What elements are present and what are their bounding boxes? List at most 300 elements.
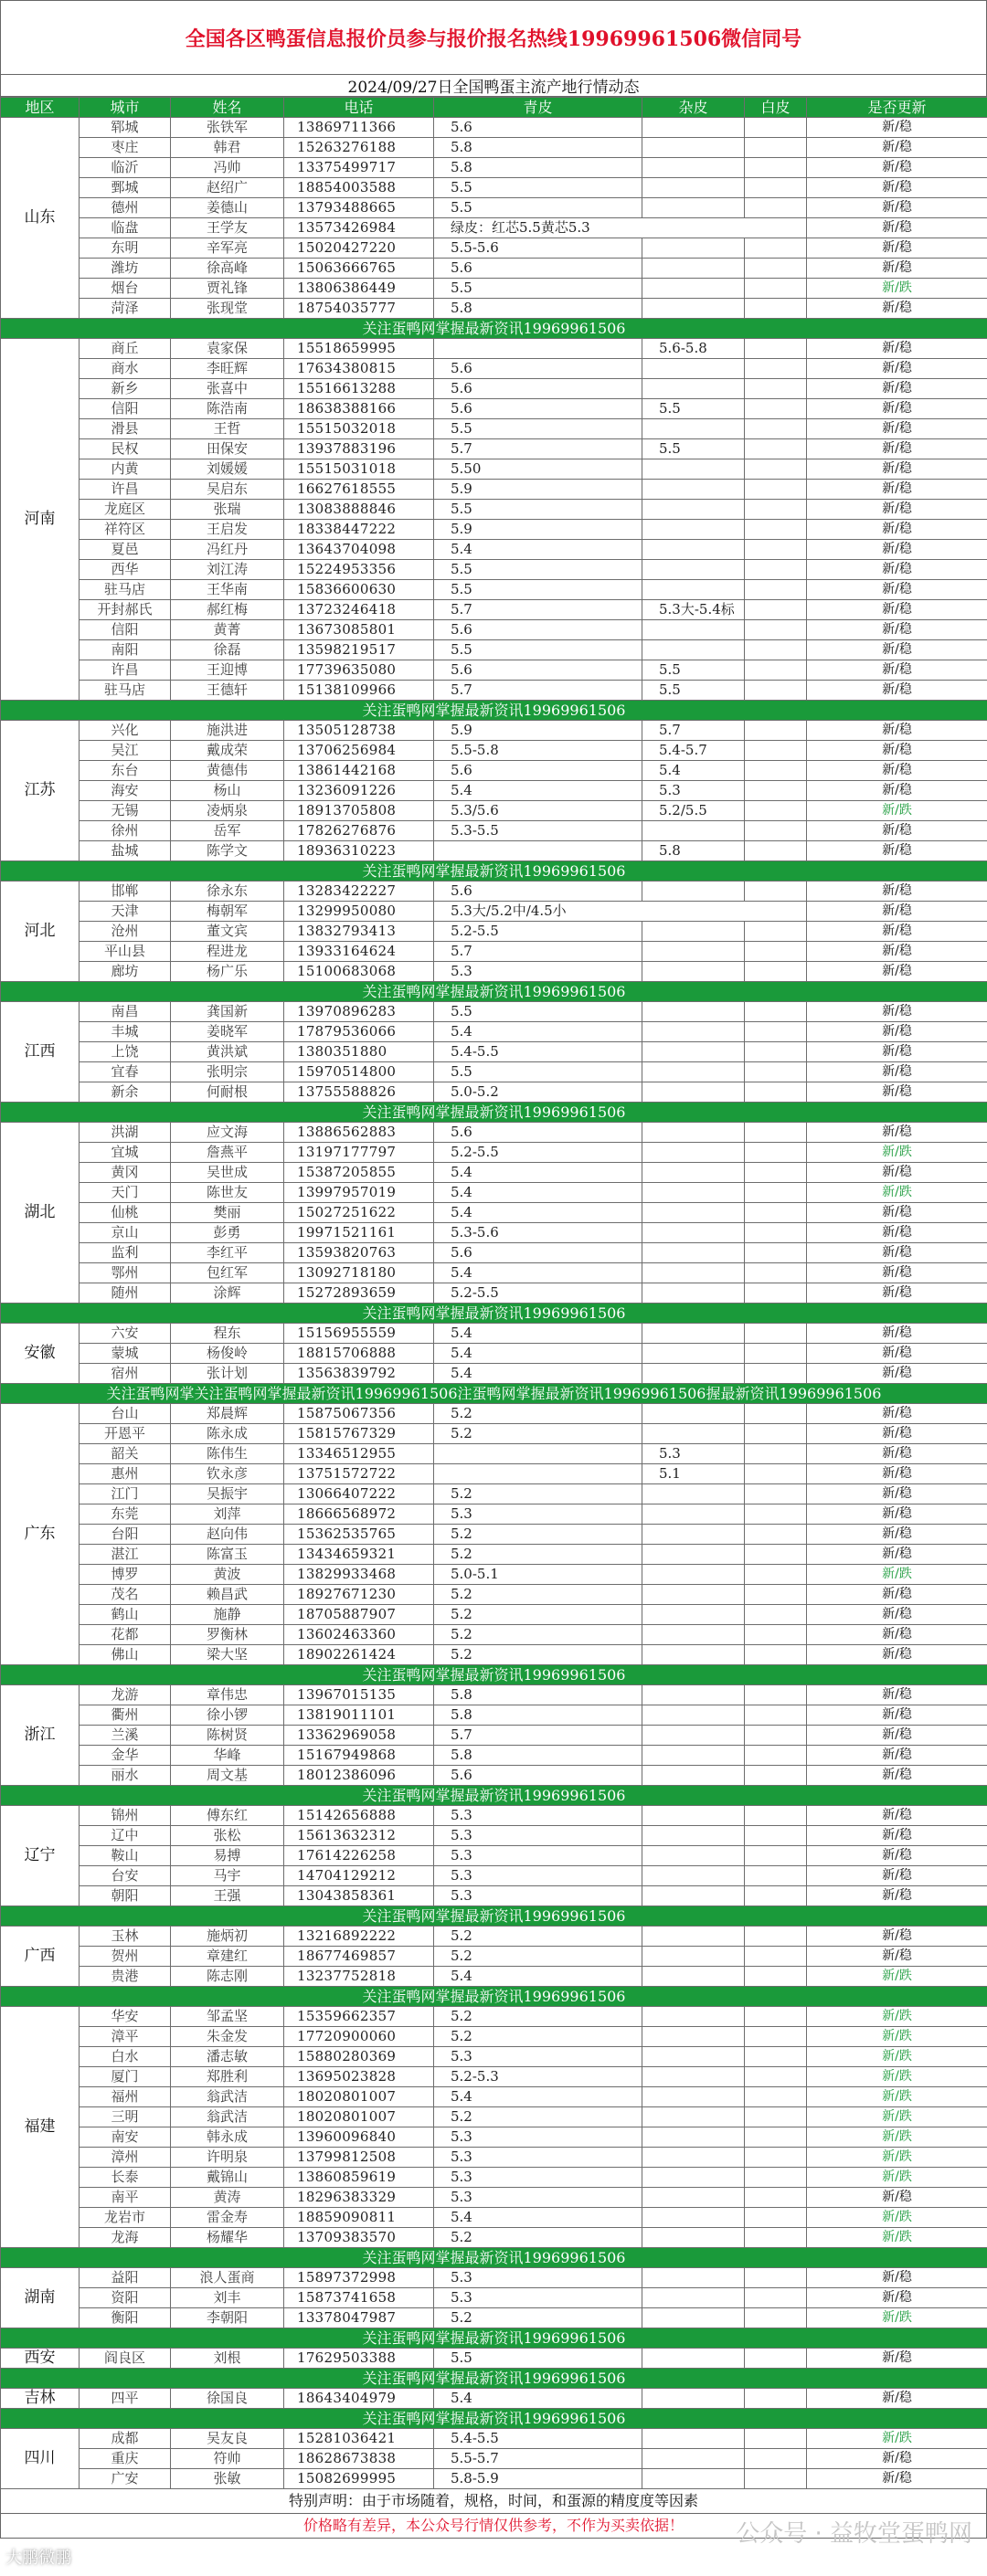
- baipi-cell: [745, 1846, 807, 1866]
- table-row: [1, 339, 987, 359]
- city-cell: 六安: [80, 1324, 171, 1344]
- table-row: [1, 2228, 987, 2248]
- city-cell: 厦门: [80, 2067, 171, 2087]
- name-cell: 陈世友: [171, 1183, 284, 1203]
- phone-cell: 18854003588: [284, 178, 434, 198]
- name-cell: 周文基: [171, 1766, 284, 1786]
- name-cell: 龚国新: [171, 1002, 284, 1022]
- name-cell: 黄洪斌: [171, 1042, 284, 1062]
- qingpi-cell: 5.4: [434, 1163, 642, 1183]
- city-cell: 白水: [80, 2047, 171, 2067]
- baipi-cell: [745, 2067, 807, 2087]
- qingpi-cell: 5.2: [434, 2308, 642, 2328]
- baipi-cell: [745, 761, 807, 781]
- name-cell: 傅东红: [171, 1806, 284, 1826]
- phone-cell: 18677469857: [284, 1947, 434, 1967]
- zapi-cell: [642, 640, 745, 660]
- phone-cell: 13695023828: [284, 2067, 434, 2087]
- col-header: 杂皮: [642, 98, 745, 118]
- baipi-cell: [745, 379, 807, 399]
- zapi-cell: [642, 238, 745, 259]
- phone-cell: 15027251622: [284, 1203, 434, 1223]
- baipi-cell: [745, 1525, 807, 1545]
- table-row: [1, 1283, 987, 1304]
- phone-cell: 13751572722: [284, 1464, 434, 1484]
- phone-cell: 13283422227: [284, 882, 434, 902]
- status-cell: 新/稳: [807, 118, 987, 138]
- city-cell: 龙海: [80, 2228, 171, 2248]
- separator-row: [1, 2409, 987, 2429]
- zapi-cell: 5.5: [642, 660, 745, 681]
- zapi-cell: [642, 1605, 745, 1625]
- phone-cell: 13237752818: [284, 1967, 434, 1987]
- zapi-cell: [642, 882, 745, 902]
- name-cell: 钦永彦: [171, 1464, 284, 1484]
- baipi-cell: [745, 1283, 807, 1304]
- baipi-cell: [745, 1886, 807, 1906]
- phone-cell: 13997957019: [284, 1183, 434, 1203]
- city-cell: 东莞: [80, 1504, 171, 1525]
- phone-cell: 18936310223: [284, 841, 434, 861]
- city-cell: 衡阳: [80, 2308, 171, 2328]
- baipi-cell: [745, 2469, 807, 2489]
- name-cell: 王启发: [171, 520, 284, 540]
- qingpi-cell: 5.6: [434, 259, 642, 279]
- qingpi-cell: 5.5: [434, 198, 642, 218]
- baipi-cell: [745, 2228, 807, 2248]
- baipi-cell: [745, 1404, 807, 1424]
- status-cell: 新/稳: [807, 1886, 987, 1906]
- table-row: [1, 439, 987, 459]
- city-cell: 滑县: [80, 419, 171, 439]
- city-cell: 西华: [80, 560, 171, 580]
- phone-cell: 18643404979: [284, 2389, 434, 2409]
- qingpi-cell: 5.3: [434, 2148, 642, 2168]
- phone-cell: 13643704098: [284, 540, 434, 560]
- baipi-cell: [745, 821, 807, 841]
- name-cell: 陈树贤: [171, 1726, 284, 1746]
- baipi-cell: [745, 238, 807, 259]
- city-cell: 四平: [80, 2389, 171, 2409]
- phone-cell: 15138109966: [284, 681, 434, 701]
- table-row: [1, 640, 987, 660]
- qingpi-cell: 5.7: [434, 439, 642, 459]
- status-cell: 新/稳: [807, 620, 987, 640]
- status-cell: 新/稳: [807, 1223, 987, 1243]
- zapi-cell: [642, 419, 745, 439]
- table-row: [1, 2208, 987, 2228]
- baipi-cell: [745, 1263, 807, 1283]
- name-cell: 赵向伟: [171, 1525, 284, 1545]
- qingpi-cell: 5.5: [434, 580, 642, 600]
- phone-cell: 18859090811: [284, 2208, 434, 2228]
- separator-row: [1, 1906, 987, 1927]
- zapi-cell: [642, 2067, 745, 2087]
- table-row: [1, 1203, 987, 1223]
- qingpi-cell: 5.2: [434, 1585, 642, 1605]
- zapi-cell: [642, 1223, 745, 1243]
- baipi-cell: [745, 178, 807, 198]
- status-cell: 新/稳: [807, 1203, 987, 1223]
- phone-cell: 13793488665: [284, 198, 434, 218]
- price-table: [0, 97, 987, 2489]
- phone-cell: 13197177797: [284, 1143, 434, 1163]
- city-cell: 龙游: [80, 1685, 171, 1705]
- qingpi-cell: 5.4: [434, 1022, 642, 1042]
- status-cell: 新/稳: [807, 198, 987, 218]
- zapi-cell: 5.1: [642, 1464, 745, 1484]
- phone-cell: 13937883196: [284, 439, 434, 459]
- name-cell: 吴友良: [171, 2429, 284, 2449]
- name-cell: 张现堂: [171, 299, 284, 319]
- city-cell: 东明: [80, 238, 171, 259]
- table-row: [1, 761, 987, 781]
- phone-cell: 18913705808: [284, 801, 434, 821]
- name-cell: 朱金发: [171, 2027, 284, 2047]
- table-row: [1, 781, 987, 801]
- name-cell: 徐小锣: [171, 1705, 284, 1726]
- city-cell: 丽水: [80, 1766, 171, 1786]
- baipi-cell: [745, 1243, 807, 1263]
- status-cell: 新/稳: [807, 1263, 987, 1283]
- zapi-cell: [642, 1424, 745, 1444]
- city-cell: 郓城: [80, 118, 171, 138]
- zapi-cell: [642, 2087, 745, 2107]
- zapi-cell: 5.4: [642, 761, 745, 781]
- name-cell: 黄德伟: [171, 761, 284, 781]
- baipi-cell: [745, 2087, 807, 2107]
- status-cell: 新/稳: [807, 721, 987, 741]
- qingpi-cell: 5.6: [434, 882, 642, 902]
- separator-text: 关注蛋鸭网掌握最新资讯19969961506: [1, 1906, 987, 1927]
- city-cell: 临盘: [80, 218, 171, 238]
- name-cell: 翁武洁: [171, 2087, 284, 2107]
- status-cell: 新/稳: [807, 1846, 987, 1866]
- name-cell: 李红平: [171, 1243, 284, 1263]
- status-cell: 新/稳: [807, 580, 987, 600]
- name-cell: 许明泉: [171, 2148, 284, 2168]
- city-cell: 廊坊: [80, 962, 171, 982]
- col-header: 青皮: [434, 98, 642, 118]
- table-row: [1, 2268, 987, 2288]
- qingpi-cell: 5.7: [434, 1726, 642, 1746]
- name-cell: 郑胜利: [171, 2067, 284, 2087]
- separator-text: 关注蛋鸭网掌握最新资讯19969961506: [1, 861, 987, 882]
- name-cell: 李朝阳: [171, 2308, 284, 2328]
- table-row: [1, 1223, 987, 1243]
- name-cell: 邹孟坚: [171, 2007, 284, 2027]
- footer-disclaimer: 特别声明：由于市场随着，规格，时间，和蛋源的精度度等因素: [0, 2489, 987, 2514]
- status-cell: 新/跌: [807, 279, 987, 299]
- table-row: [1, 359, 987, 379]
- table-row: [1, 1444, 987, 1464]
- table-row: [1, 942, 987, 962]
- city-cell: 资阳: [80, 2288, 171, 2308]
- zapi-cell: 5.5: [642, 399, 745, 419]
- city-cell: 鞍山: [80, 1846, 171, 1866]
- separator-row: [1, 701, 987, 721]
- status-cell: 新/跌: [807, 2027, 987, 2047]
- status-cell: 新/稳: [807, 1082, 987, 1103]
- name-cell: 彭勇: [171, 1223, 284, 1243]
- date-title: 2024/09/27日全国鸭蛋主流产地行情动态: [0, 75, 987, 97]
- name-cell: 陈伟生: [171, 1444, 284, 1464]
- table-row: [1, 902, 987, 922]
- zapi-cell: [642, 1504, 745, 1525]
- qingpi-cell: 5.3: [434, 2127, 642, 2148]
- name-cell: 王强: [171, 1886, 284, 1906]
- phone-cell: 15515031018: [284, 459, 434, 480]
- status-cell: 新/稳: [807, 2469, 987, 2489]
- table-row: [1, 419, 987, 439]
- phone-cell: 13709383570: [284, 2228, 434, 2248]
- qingpi-cell: 5.2-5.5: [434, 1143, 642, 1163]
- zapi-cell: [642, 1123, 745, 1143]
- status-cell: 新/稳: [807, 1866, 987, 1886]
- zapi-cell: [642, 279, 745, 299]
- qingpi-cell: 5.50: [434, 459, 642, 480]
- name-cell: 冯红丹: [171, 540, 284, 560]
- baipi-cell: [745, 2268, 807, 2288]
- phone-cell: 18338447222: [284, 520, 434, 540]
- zapi-cell: [642, 2349, 745, 2369]
- table-row: [1, 118, 987, 138]
- status-cell: 新/稳: [807, 178, 987, 198]
- col-header: 姓名: [171, 98, 284, 118]
- name-cell: 陈学文: [171, 841, 284, 861]
- table-row: [1, 2127, 987, 2148]
- status-cell: 新/稳: [807, 1283, 987, 1304]
- phone-cell: 15515032018: [284, 419, 434, 439]
- baipi-cell: [745, 560, 807, 580]
- city-cell: 南昌: [80, 1002, 171, 1022]
- status-cell: 新/稳: [807, 560, 987, 580]
- baipi-cell: [745, 922, 807, 942]
- table-row: [1, 1726, 987, 1746]
- status-cell: 新/稳: [807, 1585, 987, 1605]
- qingpi-cell: 5.2: [434, 1484, 642, 1504]
- city-cell: 洪湖: [80, 1123, 171, 1143]
- name-cell: 杨山: [171, 781, 284, 801]
- qingpi-cell: 5.7: [434, 942, 642, 962]
- zapi-cell: [642, 1364, 745, 1384]
- region-cell: 江苏: [1, 721, 80, 861]
- status-cell: 新/稳: [807, 238, 987, 259]
- name-cell: 辛军亮: [171, 238, 284, 259]
- table-row: [1, 198, 987, 218]
- phone-cell: 15100683068: [284, 962, 434, 982]
- name-cell: 雷金寿: [171, 2208, 284, 2228]
- qingpi-cell: 5.6: [434, 118, 642, 138]
- qingpi-cell: 5.6: [434, 359, 642, 379]
- city-cell: 龙庭区: [80, 500, 171, 520]
- baipi-cell: [745, 2449, 807, 2469]
- name-cell: 刘根: [171, 2349, 284, 2369]
- table-row: [1, 2389, 987, 2409]
- table-row: [1, 1585, 987, 1605]
- name-cell: 张铁军: [171, 118, 284, 138]
- zapi-cell: [642, 1545, 745, 1565]
- table-row: [1, 520, 987, 540]
- city-cell: 仙桃: [80, 1203, 171, 1223]
- name-cell: 张松: [171, 1826, 284, 1846]
- baipi-cell: [745, 339, 807, 359]
- qingpi-cell: 5.7: [434, 681, 642, 701]
- phone-cell: 19971521161: [284, 1223, 434, 1243]
- city-cell: 阎良区: [80, 2349, 171, 2369]
- qingpi-cell: 5.7: [434, 600, 642, 620]
- zapi-cell: 5.3大-5.4标: [642, 600, 745, 620]
- baipi-cell: [745, 500, 807, 520]
- zapi-cell: [642, 1082, 745, 1103]
- city-cell: 徐州: [80, 821, 171, 841]
- region-cell: 湖南: [1, 2268, 80, 2328]
- separator-text: 关注蛋鸭网掌握最新资讯19969961506: [1, 1987, 987, 2007]
- phone-cell: 13723246418: [284, 600, 434, 620]
- baipi-cell: [745, 681, 807, 701]
- status-cell: 新/稳: [807, 942, 987, 962]
- zapi-cell: 5.5: [642, 439, 745, 459]
- table-row: [1, 721, 987, 741]
- region-cell: 浙江: [1, 1685, 80, 1786]
- zapi-cell: [642, 1484, 745, 1504]
- name-cell: 黄涛: [171, 2188, 284, 2208]
- phone-cell: 16627618555: [284, 480, 434, 500]
- status-cell: 新/跌: [807, 2107, 987, 2127]
- zapi-cell: [642, 1846, 745, 1866]
- city-cell: 福州: [80, 2087, 171, 2107]
- phone-cell: 17739635080: [284, 660, 434, 681]
- zapi-cell: [642, 1967, 745, 1987]
- zapi-cell: [642, 520, 745, 540]
- qingpi-cell: 5.5: [434, 419, 642, 439]
- qingpi-cell: 5.0-5.2: [434, 1082, 642, 1103]
- city-cell: 平山县: [80, 942, 171, 962]
- city-cell: 潍坊: [80, 259, 171, 279]
- baipi-cell: [745, 359, 807, 379]
- baipi-cell: [745, 1645, 807, 1665]
- phone-cell: 15020427220: [284, 238, 434, 259]
- phone-cell: 13066407222: [284, 1484, 434, 1504]
- city-cell: 韶关: [80, 1444, 171, 1464]
- table-row: [1, 2469, 987, 2489]
- qingpi-cell: 5.6: [434, 379, 642, 399]
- table-row: [1, 1645, 987, 1665]
- name-cell: 赖昌武: [171, 1585, 284, 1605]
- city-cell: 天津: [80, 902, 171, 922]
- table-row: [1, 1183, 987, 1203]
- zapi-cell: [642, 118, 745, 138]
- qingpi-cell: [434, 841, 642, 861]
- status-cell: 新/跌: [807, 1565, 987, 1585]
- name-cell: 王德轩: [171, 681, 284, 701]
- zapi-cell: [642, 1565, 745, 1585]
- zapi-cell: [642, 1685, 745, 1705]
- baipi-cell: [745, 279, 807, 299]
- phone-cell: 17614226258: [284, 1846, 434, 1866]
- status-cell: 新/稳: [807, 902, 987, 922]
- qingpi-cell: 5.4: [434, 1183, 642, 1203]
- status-cell: 新/稳: [807, 600, 987, 620]
- table-row: [1, 1022, 987, 1042]
- status-cell: 新/稳: [807, 1525, 987, 1545]
- zapi-cell: [642, 1143, 745, 1163]
- city-cell: 上饶: [80, 1042, 171, 1062]
- status-cell: 新/跌: [807, 2308, 987, 2328]
- region-cell: 西安: [1, 2349, 80, 2369]
- name-cell: 应文海: [171, 1123, 284, 1143]
- city-cell: 蒙城: [80, 1344, 171, 1364]
- baipi-cell: [745, 1344, 807, 1364]
- phone-cell: 13346512955: [284, 1444, 434, 1464]
- name-cell: 冯帅: [171, 158, 284, 178]
- status-cell: 新/稳: [807, 660, 987, 681]
- city-cell: 宜春: [80, 1062, 171, 1082]
- qingpi-cell: 5.2-5.3: [434, 2067, 642, 2087]
- qingpi-cell: 5.8: [434, 158, 642, 178]
- name-cell: 黄菁: [171, 620, 284, 640]
- name-cell: 韩永成: [171, 2127, 284, 2148]
- name-cell: 詹燕平: [171, 1143, 284, 1163]
- qingpi-cell: 5.2: [434, 1947, 642, 1967]
- table-row: [1, 1685, 987, 1705]
- separator-text: 关注蛋鸭网掌握最新资讯19969961506: [1, 1304, 987, 1324]
- status-cell: 新/稳: [807, 681, 987, 701]
- zapi-cell: [642, 2429, 745, 2449]
- status-cell: 新/稳: [807, 540, 987, 560]
- table-row: [1, 2148, 987, 2168]
- city-cell: 京山: [80, 1223, 171, 1243]
- status-cell: 新/跌: [807, 2127, 987, 2148]
- table-row: [1, 279, 987, 299]
- status-cell: 新/稳: [807, 1625, 987, 1645]
- name-cell: 施静: [171, 1605, 284, 1625]
- qingpi-cell: 5.3-5.6: [434, 1223, 642, 1243]
- baipi-cell: [745, 1042, 807, 1062]
- phone-cell: 15516613288: [284, 379, 434, 399]
- zapi-cell: [642, 1283, 745, 1304]
- name-cell: 章伟忠: [171, 1685, 284, 1705]
- phone-cell: 13299950080: [284, 902, 434, 922]
- qingpi-cell: 5.4-5.5: [434, 2429, 642, 2449]
- name-cell: 张计划: [171, 1364, 284, 1384]
- qingpi-cell: 5.6: [434, 620, 642, 640]
- table-row: [1, 1927, 987, 1947]
- phone-cell: 13869711366: [284, 118, 434, 138]
- qingpi-cell: 5.2: [434, 1545, 642, 1565]
- city-cell: 邯郸: [80, 882, 171, 902]
- separator-text: 关注蛋鸭网掌握最新资讯19969961506: [1, 2409, 987, 2429]
- name-cell: 徐国良: [171, 2389, 284, 2409]
- qingpi-cell: 5.3: [434, 2047, 642, 2067]
- table-row: [1, 1344, 987, 1364]
- name-cell: 符帅: [171, 2449, 284, 2469]
- status-cell: 新/稳: [807, 882, 987, 902]
- status-cell: 新/稳: [807, 480, 987, 500]
- baipi-cell: [745, 480, 807, 500]
- status-cell: 新/跌: [807, 2228, 987, 2248]
- status-cell: 新/稳: [807, 1705, 987, 1726]
- name-cell: 贾礼锋: [171, 279, 284, 299]
- city-cell: 花都: [80, 1625, 171, 1645]
- name-cell: 罗衡林: [171, 1625, 284, 1645]
- table-row: [1, 1746, 987, 1766]
- city-cell: 开封郝氏: [80, 600, 171, 620]
- zapi-cell: [642, 158, 745, 178]
- qingpi-cell: 5.2-5.5: [434, 1283, 642, 1304]
- name-cell: 刘媛媛: [171, 459, 284, 480]
- qingpi-cell: 5.8-5.9: [434, 2469, 642, 2489]
